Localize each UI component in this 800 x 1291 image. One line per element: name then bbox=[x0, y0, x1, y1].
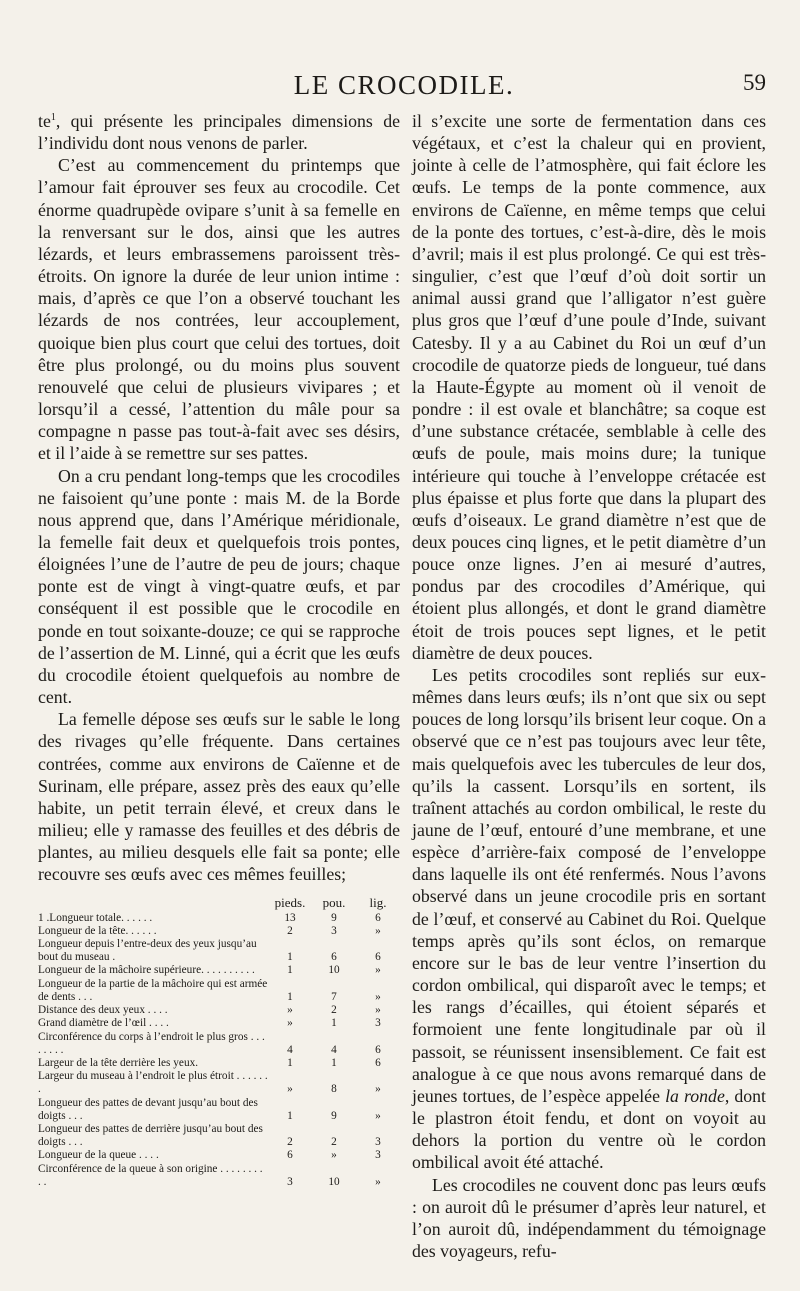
column-header-lignes: lig. bbox=[369, 895, 387, 911]
column-header-pouces: pou. bbox=[322, 895, 346, 911]
value-lignes: » bbox=[375, 1175, 381, 1188]
header-spacer bbox=[38, 896, 268, 911]
measurement-label: Longueur de la queue . . . . bbox=[38, 1149, 159, 1162]
value-pieds: 2 bbox=[287, 924, 293, 937]
right-column bbox=[412, 110, 766, 1262]
running-title: LE CROCODILE. bbox=[293, 70, 515, 100]
value-lignes: 6 bbox=[375, 1056, 381, 1069]
table-row bbox=[38, 938, 400, 964]
paragraph bbox=[38, 110, 400, 154]
value-lignes: 6 bbox=[375, 1043, 381, 1056]
measurement-label: Longueur de la tête. . . . . . bbox=[38, 924, 157, 937]
value-lignes: 6 bbox=[375, 911, 381, 924]
paragraph: C’est au commencement du printemps que l’amour fait éprouver ses feux au crocodile. Cet énorme quadrupède ovipare s’unit à sa femelle en la renversant sur le dos, ainsi que les autres lézards, et leurs embrassemens paroissent très-étroits. On ignore la durée de leur union intime : mais, d’après ce que l’on a observé touchant les lézards de nos contrées, leur accouplement, quoique bien plus court que celui des tortues, doit être plus prolongé, ou du moins plus souvent renouvelé que celui de plusieurs vivipares ; et lorsqu’il a cessé, l’attention du mâle pour sa compagne n passe pas tout-à-fait avec ses désirs, et il l’aide à se remettre sur ses pattes. bbox=[38, 155, 400, 464]
footnote-marker: 1 bbox=[50, 112, 56, 124]
table-row bbox=[38, 1031, 400, 1057]
value-pieds: 2 bbox=[287, 1136, 293, 1149]
page-number: 59 bbox=[743, 70, 766, 95]
measurement-label: Circonférence du corps à l’endroit le plus gros . . . . . . . . bbox=[38, 1030, 265, 1056]
value-lignes: 6 bbox=[375, 951, 381, 964]
measurement-label: Circonférence de la queue à son origine . . . . . . . . . . bbox=[38, 1162, 263, 1188]
column-header-pieds: pieds. bbox=[274, 895, 306, 911]
dimensions-table bbox=[38, 896, 400, 1188]
paragraph bbox=[412, 664, 766, 1174]
text-run: Les petits crocodiles sont repliés sur eux-mêmes dans leurs œufs; ils n’ont que six ou sept pouces de long lorsqu’ils brisent leur coque. On a observé que ce n’est pas toujours avec leur tête, mais quelquefois avec les tubercules de leur dos, qu’ils la cassent. Lorsqu’ils en sortent, ils traînent attachés au cordon ombilical, le reste du jaune de l’œuf, entouré d’une membrane, et une espèce d’arrière-faix composé de l’enveloppe dans laquelle ils ont été renfermés. Nous l’avons observé dans un jeune crocodile pris en sortant de l’œuf, et conservé au Cabinet du Roi. Quelque temps après qu’ils sont éclos, on remarque encore sur le bas de leur ventre l’insertion du cordon ombilical, qui disparoît avec le temps; et les rangs d’écailles, qui étoient séparés et formoient une fente longitudinale par où il passoit, se réunissent insensiblement. Ce fait est analogue à ce que nous avons remarqué dans de jeunes tortues, de l’espèce appelée bbox=[412, 664, 766, 1106]
value-pouces: 10 bbox=[328, 1175, 340, 1188]
value-lignes: » bbox=[375, 924, 381, 937]
table-header-row bbox=[38, 896, 400, 911]
value-pouces: 9 bbox=[331, 911, 337, 924]
value-pouces: 3 bbox=[331, 924, 337, 937]
value-pouces: » bbox=[331, 1149, 337, 1162]
value-pouces: 7 bbox=[331, 990, 337, 1003]
page-header bbox=[38, 68, 770, 104]
paragraph: il s’excite une sorte de fermentation dans ces végétaux, et c’est la chaleur qui en provient, jointe à celle de l’atmosphère, qui fait éclore les œufs. Le temps de la ponte commence, aux environs de Caïenne, en même temps que celui de la ponte des tortues, c’est-à-dire, dès le mois d’avril; mais il est plus prolongé. Ce qui est très-singulier, c’est que l’œuf d’où doit sortir un animal aussi grand que l’alligator n’est guère plus gros que l’œuf d’une poule d’Inde, suivant Catesby. Il y a au Cabinet du Roi un œuf d’un crocodile de quatorze pieds de longueur, tué dans la Haute-Égypte au moment où il venoit de pondre : il est ovale et blanchâtre; sa coque est d’une substance crétacée, semblable à celle des œufs de poule, mais moins dure; la tunique intérieure qui touche à l’enveloppe crétacée est plus épaisse et plus forte que dans la plupart des œufs d’oiseaux. Le grand diamètre n’est que de deux pouces cinq lignes, et le petit diamètre d’un pouce onze lignes. J’en ai mesuré d’autres, pondus par des crocodiles d’Amérique, qui étoient plus allongés, et dont le grand diamètre étoit de trois pouces sept lignes, et le petit diamètre de deux pouces. bbox=[412, 111, 766, 663]
value-lignes: » bbox=[375, 1109, 381, 1122]
table-row bbox=[38, 1017, 400, 1030]
measurement-label: 1 .Longueur totale. . . . . . bbox=[38, 911, 153, 924]
value-lignes: » bbox=[375, 990, 381, 1003]
measurement-label: Largeur du museau à l’endroit le plus étroit . . . . . . . bbox=[38, 1070, 268, 1096]
table-row bbox=[38, 1149, 400, 1162]
value-pieds: » bbox=[287, 1004, 293, 1017]
value-pouces: 2 bbox=[331, 1136, 337, 1149]
value-pieds: 6 bbox=[287, 1149, 293, 1162]
measurement-label: Longueur des pattes de derrière jusqu’au bout des doigts . . . bbox=[38, 1122, 263, 1149]
table-row bbox=[38, 912, 400, 925]
left-column bbox=[38, 110, 400, 1189]
value-lignes: 3 bbox=[375, 1017, 381, 1030]
value-pouces: 4 bbox=[331, 1043, 337, 1056]
measurement-label: Grand diamètre de l’œil . . . . bbox=[38, 1017, 169, 1030]
table-row bbox=[38, 1057, 400, 1070]
value-pouces: 8 bbox=[331, 1083, 337, 1096]
table-row bbox=[38, 978, 400, 1004]
italic-term: la ronde bbox=[665, 1085, 725, 1106]
value-lignes: » bbox=[375, 964, 381, 977]
table-row bbox=[38, 1097, 400, 1123]
value-pouces: 6 bbox=[331, 951, 337, 964]
text-run: , dont le plastron étoit fendu, et dont on voyoit au dehors la portion du ventre où le cordon ombilical avoit été attaché. bbox=[412, 1085, 766, 1173]
table-row bbox=[38, 1070, 400, 1096]
value-pouces: 2 bbox=[331, 1004, 337, 1017]
value-pieds: 1 bbox=[287, 1056, 293, 1069]
value-lignes: 3 bbox=[375, 1149, 381, 1162]
table-row bbox=[38, 964, 400, 977]
table-row bbox=[38, 1123, 400, 1149]
value-pieds: 1 bbox=[287, 990, 293, 1003]
value-pieds: » bbox=[287, 1017, 293, 1030]
value-pieds: 3 bbox=[287, 1175, 293, 1188]
value-pieds: 1 bbox=[287, 964, 293, 977]
paragraph: Les crocodiles ne couvent donc pas leurs œufs : on auroit dû le présumer d’après leur naturel, et l’on auroit dû, indépendamment du témoignage des voyageurs, refu- bbox=[412, 1174, 766, 1261]
measurement-label: Longueur des pattes de devant jusqu’au bout des doigts . . . bbox=[38, 1096, 258, 1122]
paragraph: La femelle dépose ses œufs sur le sable le long des rivages qu’elle fréquente. Dans certaines contrées, comme aux environs de Caïenne et de Surinam, elle prépare, assez près des eaux qu’elle habite, un petit terrain élevé, et creux dans le milieu; elle y ramasse des feuilles et des débris de plantes, au milieu desquels elle fait sa ponte; elle recouvre ses œufs avec ces mêmes feuilles; bbox=[38, 709, 400, 885]
text-run: , qui présente les principales dimensions de l’individu dont nous venons de parler. bbox=[38, 111, 400, 154]
measurement-label: Distance des deux yeux . . . . bbox=[38, 1004, 168, 1017]
measurement-label: Longueur de la mâchoire supérieure. . . . . . . . . . bbox=[38, 964, 255, 977]
value-pieds: 4 bbox=[287, 1043, 293, 1056]
value-pouces: 9 bbox=[331, 1109, 337, 1122]
table-row bbox=[38, 1163, 400, 1189]
measurement-label: Largeur de la tête derrière les yeux. bbox=[38, 1056, 199, 1069]
value-pieds: 1 bbox=[287, 1109, 293, 1122]
measurement-label: Longueur de la partie de la mâchoire qui est armée de dents . . . bbox=[38, 977, 268, 1003]
paragraph: On a cru pendant long-temps que les crocodiles ne faisoient qu’une ponte : mais M. de la Borde nous apprend que, dans l’Amérique méridionale, la femelle fait deux et quelquefois trois pontes, éloignées l’une de l’autre de peu de jours; chaque ponte est de vingt à vingt-quatre œufs, et par conséquent il est possible que le crocodile en ponde en tout soixante-douze; ce qui se rapproche de l’assertion de M. Linné, qui a écrit que les œufs du crocodile étoient quelquefois au nombre de cent. bbox=[38, 465, 400, 708]
table-row bbox=[38, 925, 400, 938]
table-row bbox=[38, 1004, 400, 1017]
value-pouces: 1 bbox=[331, 1056, 337, 1069]
measurement-label: Longueur depuis l’entre-deux des yeux jusqu’au bout du museau . bbox=[38, 938, 257, 964]
value-lignes: 3 bbox=[375, 1136, 381, 1149]
value-pieds: » bbox=[287, 1083, 293, 1096]
value-pieds: 1 bbox=[287, 951, 293, 964]
value-pouces: 10 bbox=[328, 964, 340, 977]
value-lignes: » bbox=[375, 1004, 381, 1017]
text-run: te bbox=[38, 111, 51, 131]
value-pieds: 13 bbox=[284, 911, 296, 924]
value-pouces: 1 bbox=[331, 1017, 337, 1030]
value-lignes: » bbox=[375, 1083, 381, 1096]
